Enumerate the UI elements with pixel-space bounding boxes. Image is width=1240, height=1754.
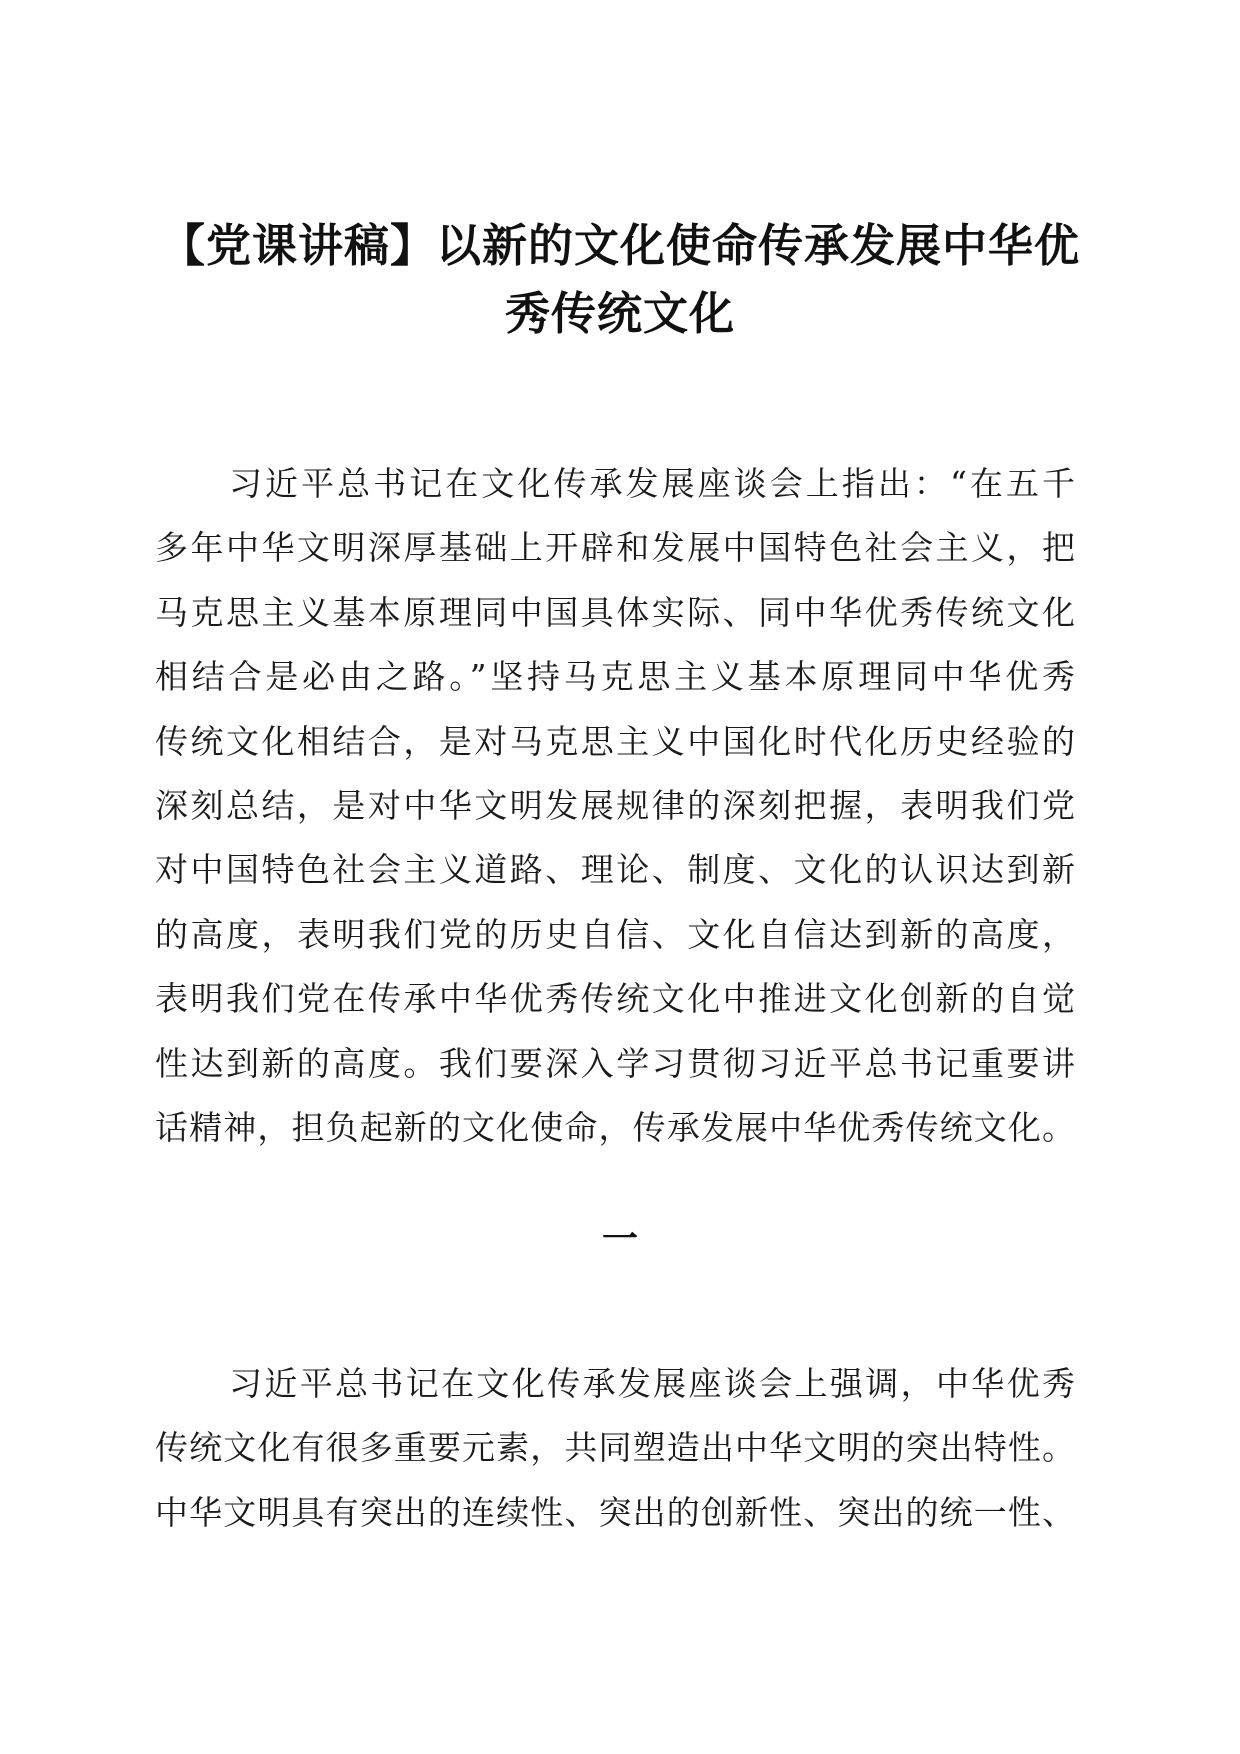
paragraph-line: 习近平总书记在文化传承发展座谈会上指出：“在五千: [229, 464, 1075, 503]
title-line: 秀传统文化: [504, 287, 735, 340]
section-heading: 一: [601, 1219, 638, 1260]
paragraph-line: 对中国特色社会主义道路、理论、制度、文化的认识达到新: [155, 850, 1075, 890]
title-line: 【党课讲稿】以新的文化使命传承发展中华优: [159, 219, 1080, 272]
paragraph-line: 深刻总结，是对中华文明发展规律的深刻把握，表明我们党: [155, 786, 1075, 826]
paragraph-line: 话精神，担负起新的文化使命，传承发展中华优秀传统文化。: [155, 1108, 1075, 1148]
paragraph-line: 性达到新的高度。我们要深入学习贯彻习近平总书记重要讲: [155, 1043, 1075, 1083]
paragraph-1: [155, 452, 1075, 1160]
paragraph-line: 马克思主义基本原理同中国具体实际、同中华优秀传统文化: [155, 592, 1075, 632]
paragraph-2: [155, 1352, 1075, 1545]
paragraph-line: 传统文化相结合，是对马克思主义中国化时代化历史经验的: [155, 721, 1075, 761]
paragraph-line: 习近平总书记在文化传承发展座谈会上强调，中华优秀: [229, 1364, 1075, 1403]
paragraph-line: 中华文明具有突出的连续性、突出的创新性、突出的统一性、: [155, 1492, 1075, 1532]
paragraph-line: 多年中华文明深厚基础上开辟和发展中国特色社会主义，把: [155, 528, 1075, 568]
document-title: [150, 212, 1090, 348]
paragraph-line: 相结合是必由之路。”坚持马克思主义基本原理同中华优秀: [155, 657, 1075, 697]
paragraph-line: 传统文化有很多重要元素，共同塑造出中华文明的突出特性。: [155, 1428, 1075, 1468]
paragraph-line: 的高度，表明我们党的历史自信、文化自信达到新的高度，: [155, 914, 1075, 954]
paragraph-line: 表明我们党在传承中华优秀传统文化中推进文化创新的自觉: [155, 979, 1075, 1019]
